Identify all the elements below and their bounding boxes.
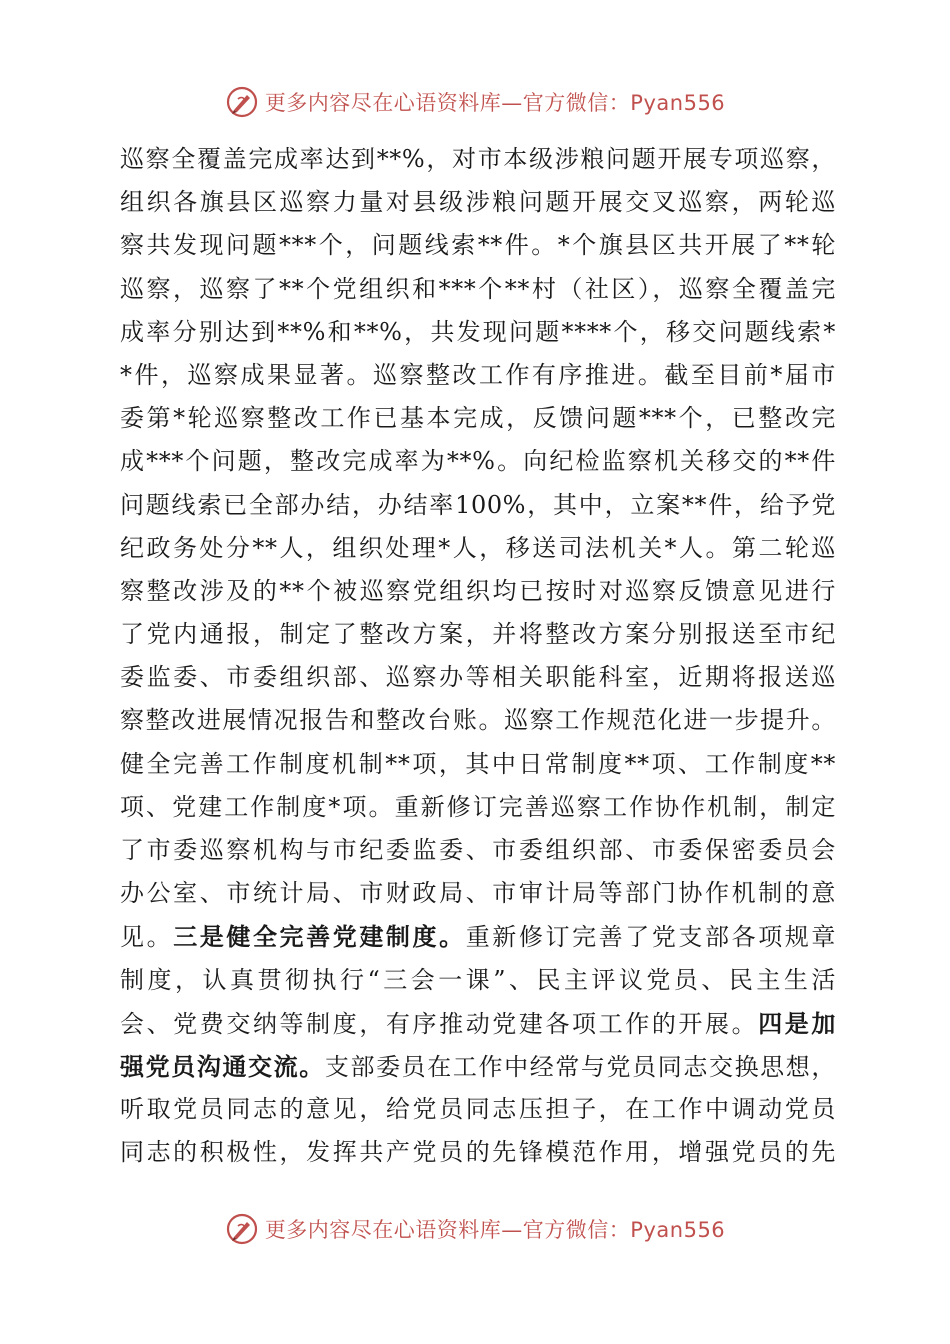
- text-run: 察整改进展情况报告和整改台账。巡察工作规范化进一步提升。: [120, 706, 836, 735]
- text-line: [120, 872, 836, 915]
- footer-brand-text: 更多内容尽在心语资料库—官方微信：Pyan556: [264, 1218, 726, 1242]
- text-line: [120, 829, 836, 872]
- text-run: 察整改涉及的**个被巡察党组织均已按时对巡察反馈意见进行: [120, 576, 836, 605]
- text-line: [120, 613, 836, 656]
- text-run: 成***个问题，整改完成率为**%。向纪检监察机关移交的**件: [120, 447, 836, 476]
- text-line: [120, 1131, 836, 1174]
- pen-emblem-icon: [225, 1212, 259, 1246]
- text-line: [120, 268, 836, 311]
- text-run: 支部委员在工作中经常与党员同志交换思想，: [324, 1052, 836, 1081]
- text-run: 委监委、市委组织部、巡察办等相关职能科室，近期将报送巡: [120, 663, 836, 692]
- text-run: 项、党建工作制度*项。重新修订完善巡察工作协作机制，制定: [120, 792, 836, 821]
- text-run: 健全完善工作制度机制**项，其中日常制度**项、工作制度**: [120, 749, 836, 778]
- text-run: 同志的积极性，发挥共产党员的先锋模范作用，增强党员的先: [120, 1138, 836, 1167]
- text-line: [120, 656, 836, 699]
- text-line: [120, 570, 836, 613]
- text-run: 了党内通报，制定了整改方案，并将整改方案分别报送至市纪: [120, 620, 836, 649]
- text-line: [120, 743, 836, 786]
- text-run: 纪政务处分**人，组织处理*人，移送司法机关*人。第二轮巡: [120, 533, 836, 562]
- text-line: [120, 1088, 836, 1131]
- text-line: [120, 1045, 836, 1088]
- header-banner: [0, 82, 950, 122]
- text-run: 见。: [120, 923, 174, 952]
- text-line: [120, 527, 836, 570]
- text-run: 察共发现问题***个，问题线索**件。*个旗县区共开展了**轮: [120, 231, 836, 260]
- text-run: 巡察，巡察了**个党组织和***个**村（社区），巡察全覆盖完: [120, 274, 836, 303]
- text-line: [120, 311, 836, 354]
- text-line: [120, 484, 836, 527]
- text-line: [120, 959, 836, 1002]
- text-run: 听取党员同志的意见，给党员同志压担子，在工作中调动党员: [120, 1095, 836, 1124]
- text-line: [120, 440, 836, 483]
- document-body: [120, 138, 836, 1175]
- bold-heading-text: 强党员沟通交流。: [120, 1051, 325, 1081]
- text-run: 了市委巡察机构与市纪委监委、市委组织部、市委保密委员会: [120, 836, 836, 864]
- text-line: [120, 181, 836, 224]
- text-run: 委第*轮巡察整改工作已基本完成，反馈问题***个，已整改完: [120, 404, 836, 433]
- text-run: 重新修订完善了党支部各项规章: [465, 923, 836, 952]
- text-run: 问题线索已全部办结，办结率100%，其中，立案**件，给予党: [120, 490, 836, 519]
- text-run: 制度，认真贯彻执行“三会一课”、民主评议党员、民主生活: [120, 965, 836, 994]
- text-line: [120, 354, 836, 397]
- text-run: 巡察全覆盖完成率达到**%，对市本级涉粮问题开展专项巡察，: [120, 145, 836, 173]
- header-brand-text: 更多内容尽在心语资料库—官方微信：Pyan556: [264, 91, 726, 115]
- text-line: [120, 138, 836, 181]
- bold-heading-text: 三是健全完善党建制度。: [173, 922, 466, 952]
- text-line: [120, 224, 836, 267]
- text-line: [120, 699, 836, 742]
- text-run: *件，巡察成果显著。巡察整改工作有序推进。截至目前*届市: [120, 360, 836, 389]
- pen-emblem-icon: [225, 85, 259, 119]
- text-run: 组织各旗县区巡察力量对县级涉粮问题开展交叉巡察，两轮巡: [120, 188, 836, 217]
- text-run: 办公室、市统计局、市财政局、市审计局等部门协作机制的意: [120, 879, 836, 908]
- footer-banner: [0, 1209, 950, 1249]
- text-run: 会、党费交纳等制度，有序推动党建各项工作的开展。: [120, 1009, 759, 1038]
- text-line: [120, 397, 836, 440]
- text-line: [120, 915, 836, 958]
- text-line: [120, 786, 836, 829]
- text-run: 成率分别达到**%和**%，共发现问题****个，移交问题线索*: [120, 317, 836, 346]
- text-line: [120, 1002, 836, 1045]
- bold-heading-text: 四是加: [758, 1008, 836, 1038]
